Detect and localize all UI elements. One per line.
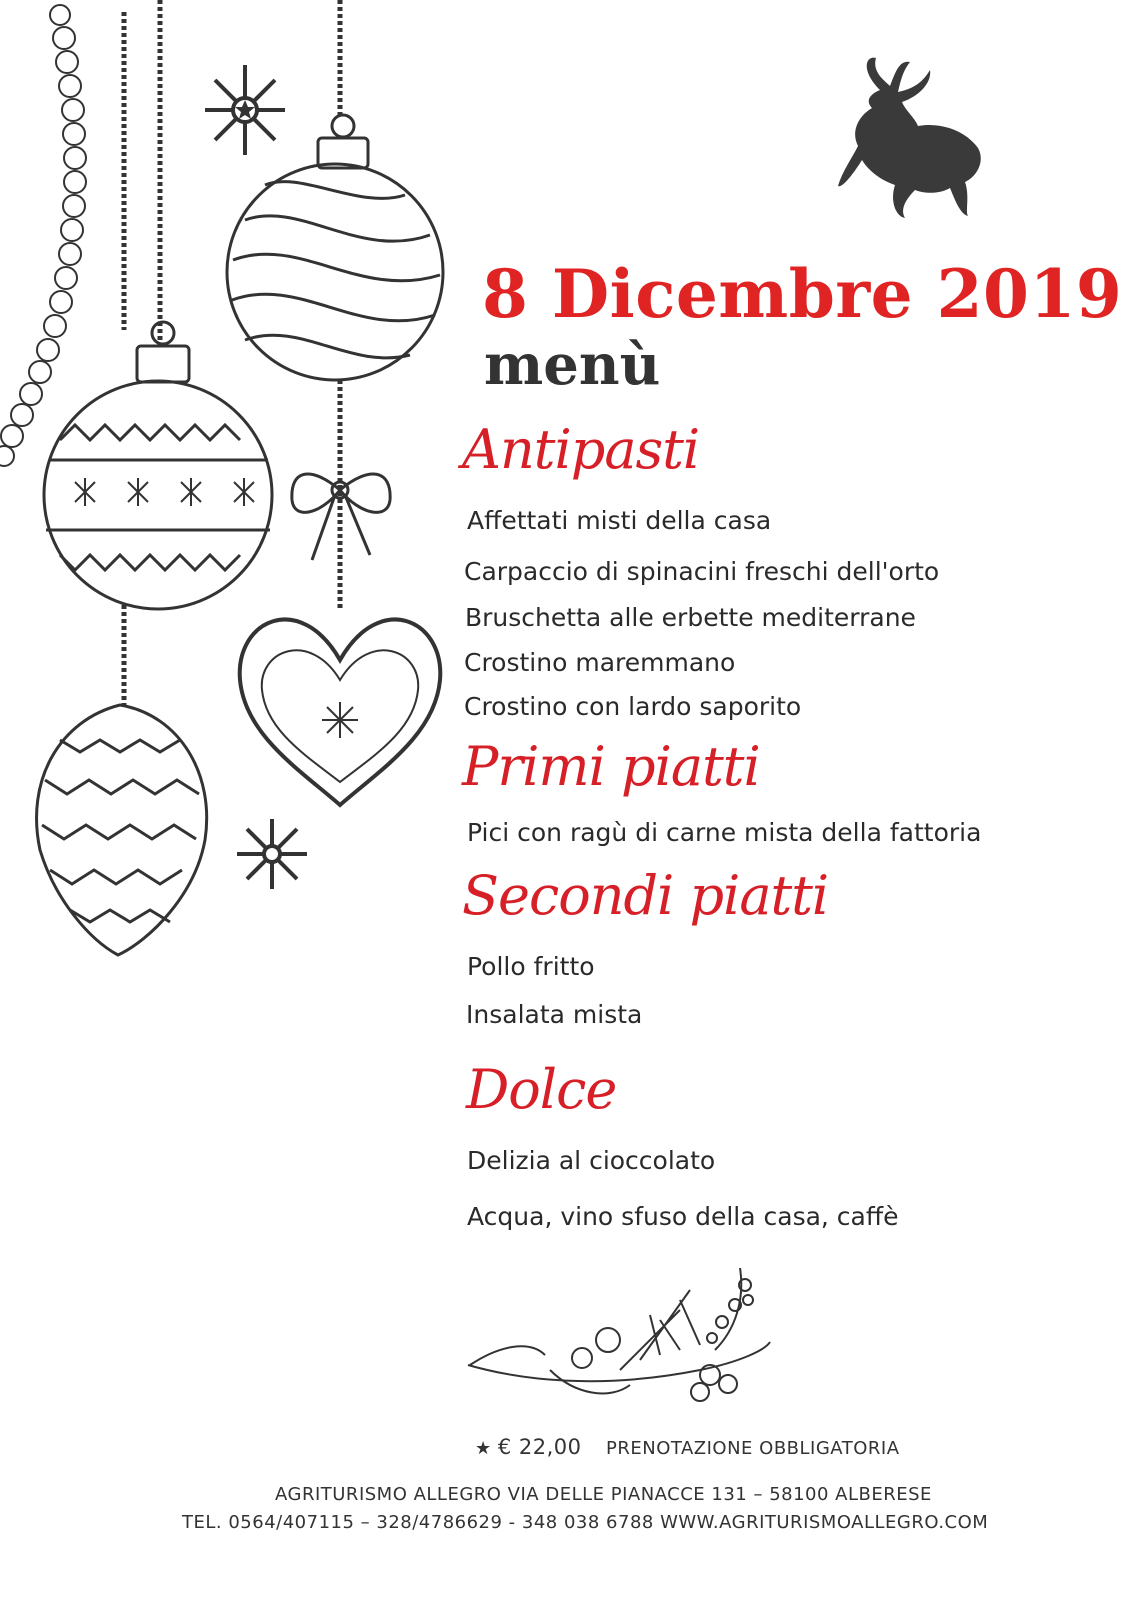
- menu-item: Acqua, vino sfuso della casa, caffè: [467, 1202, 899, 1231]
- heart-ornament-icon: [240, 620, 441, 805]
- menu-item: Insalata mista: [466, 1000, 643, 1029]
- menu-item: Affettati misti della casa: [467, 506, 772, 535]
- menu-item: Crostino maremmano: [464, 648, 736, 677]
- ornament-bauble-icon: [227, 115, 443, 380]
- reservation-note: PRENOTAZIONE OBBLIGATORIA: [606, 1438, 900, 1459]
- menu-item: Pollo fritto: [467, 952, 595, 981]
- ornament-bauble-icon: [44, 322, 272, 609]
- menu-subtitle: menù: [484, 332, 661, 398]
- pine-cone-icon: [37, 705, 207, 955]
- menu-date-title: 8 Dicembre 2019: [482, 255, 1123, 333]
- section-title-primi-piatti: Primi piatti: [462, 735, 760, 798]
- star-icon: ★: [475, 1438, 492, 1459]
- snowflake-icon: [205, 65, 285, 155]
- menu-item: Crostino con lardo saporito: [464, 692, 802, 721]
- section-title-dolce: Dolce: [466, 1058, 617, 1121]
- section-title-antipasti: Antipasti: [462, 418, 700, 481]
- snowflake-icon: [237, 819, 307, 889]
- menu-item: Delizia al cioccolato: [467, 1146, 716, 1175]
- menu-item: Carpaccio di spinacini freschi dell'orto: [464, 557, 940, 586]
- section-title-secondi-piatti: Secondi piatti: [462, 864, 829, 927]
- bead-garland-icon: [0, 5, 86, 466]
- reindeer-icon: [838, 58, 981, 218]
- price: € 22,00: [497, 1435, 582, 1459]
- pine-branch-icon: [468, 1268, 770, 1401]
- price-line: [475, 1435, 900, 1459]
- menu-item: Bruschetta alle erbette mediterrane: [465, 603, 916, 632]
- contacts-line: TEL. 0564/407115 – 328/4786629 - 348 038 6788 WWW.AGRITURISMOALLEGRO.COM: [182, 1512, 989, 1533]
- address-line: AGRITURISMO ALLEGRO VIA DELLE PIANACCE 131 – 58100 ALBERESE: [275, 1484, 932, 1505]
- menu-item: Pici con ragù di carne mista della fattoria: [467, 818, 982, 847]
